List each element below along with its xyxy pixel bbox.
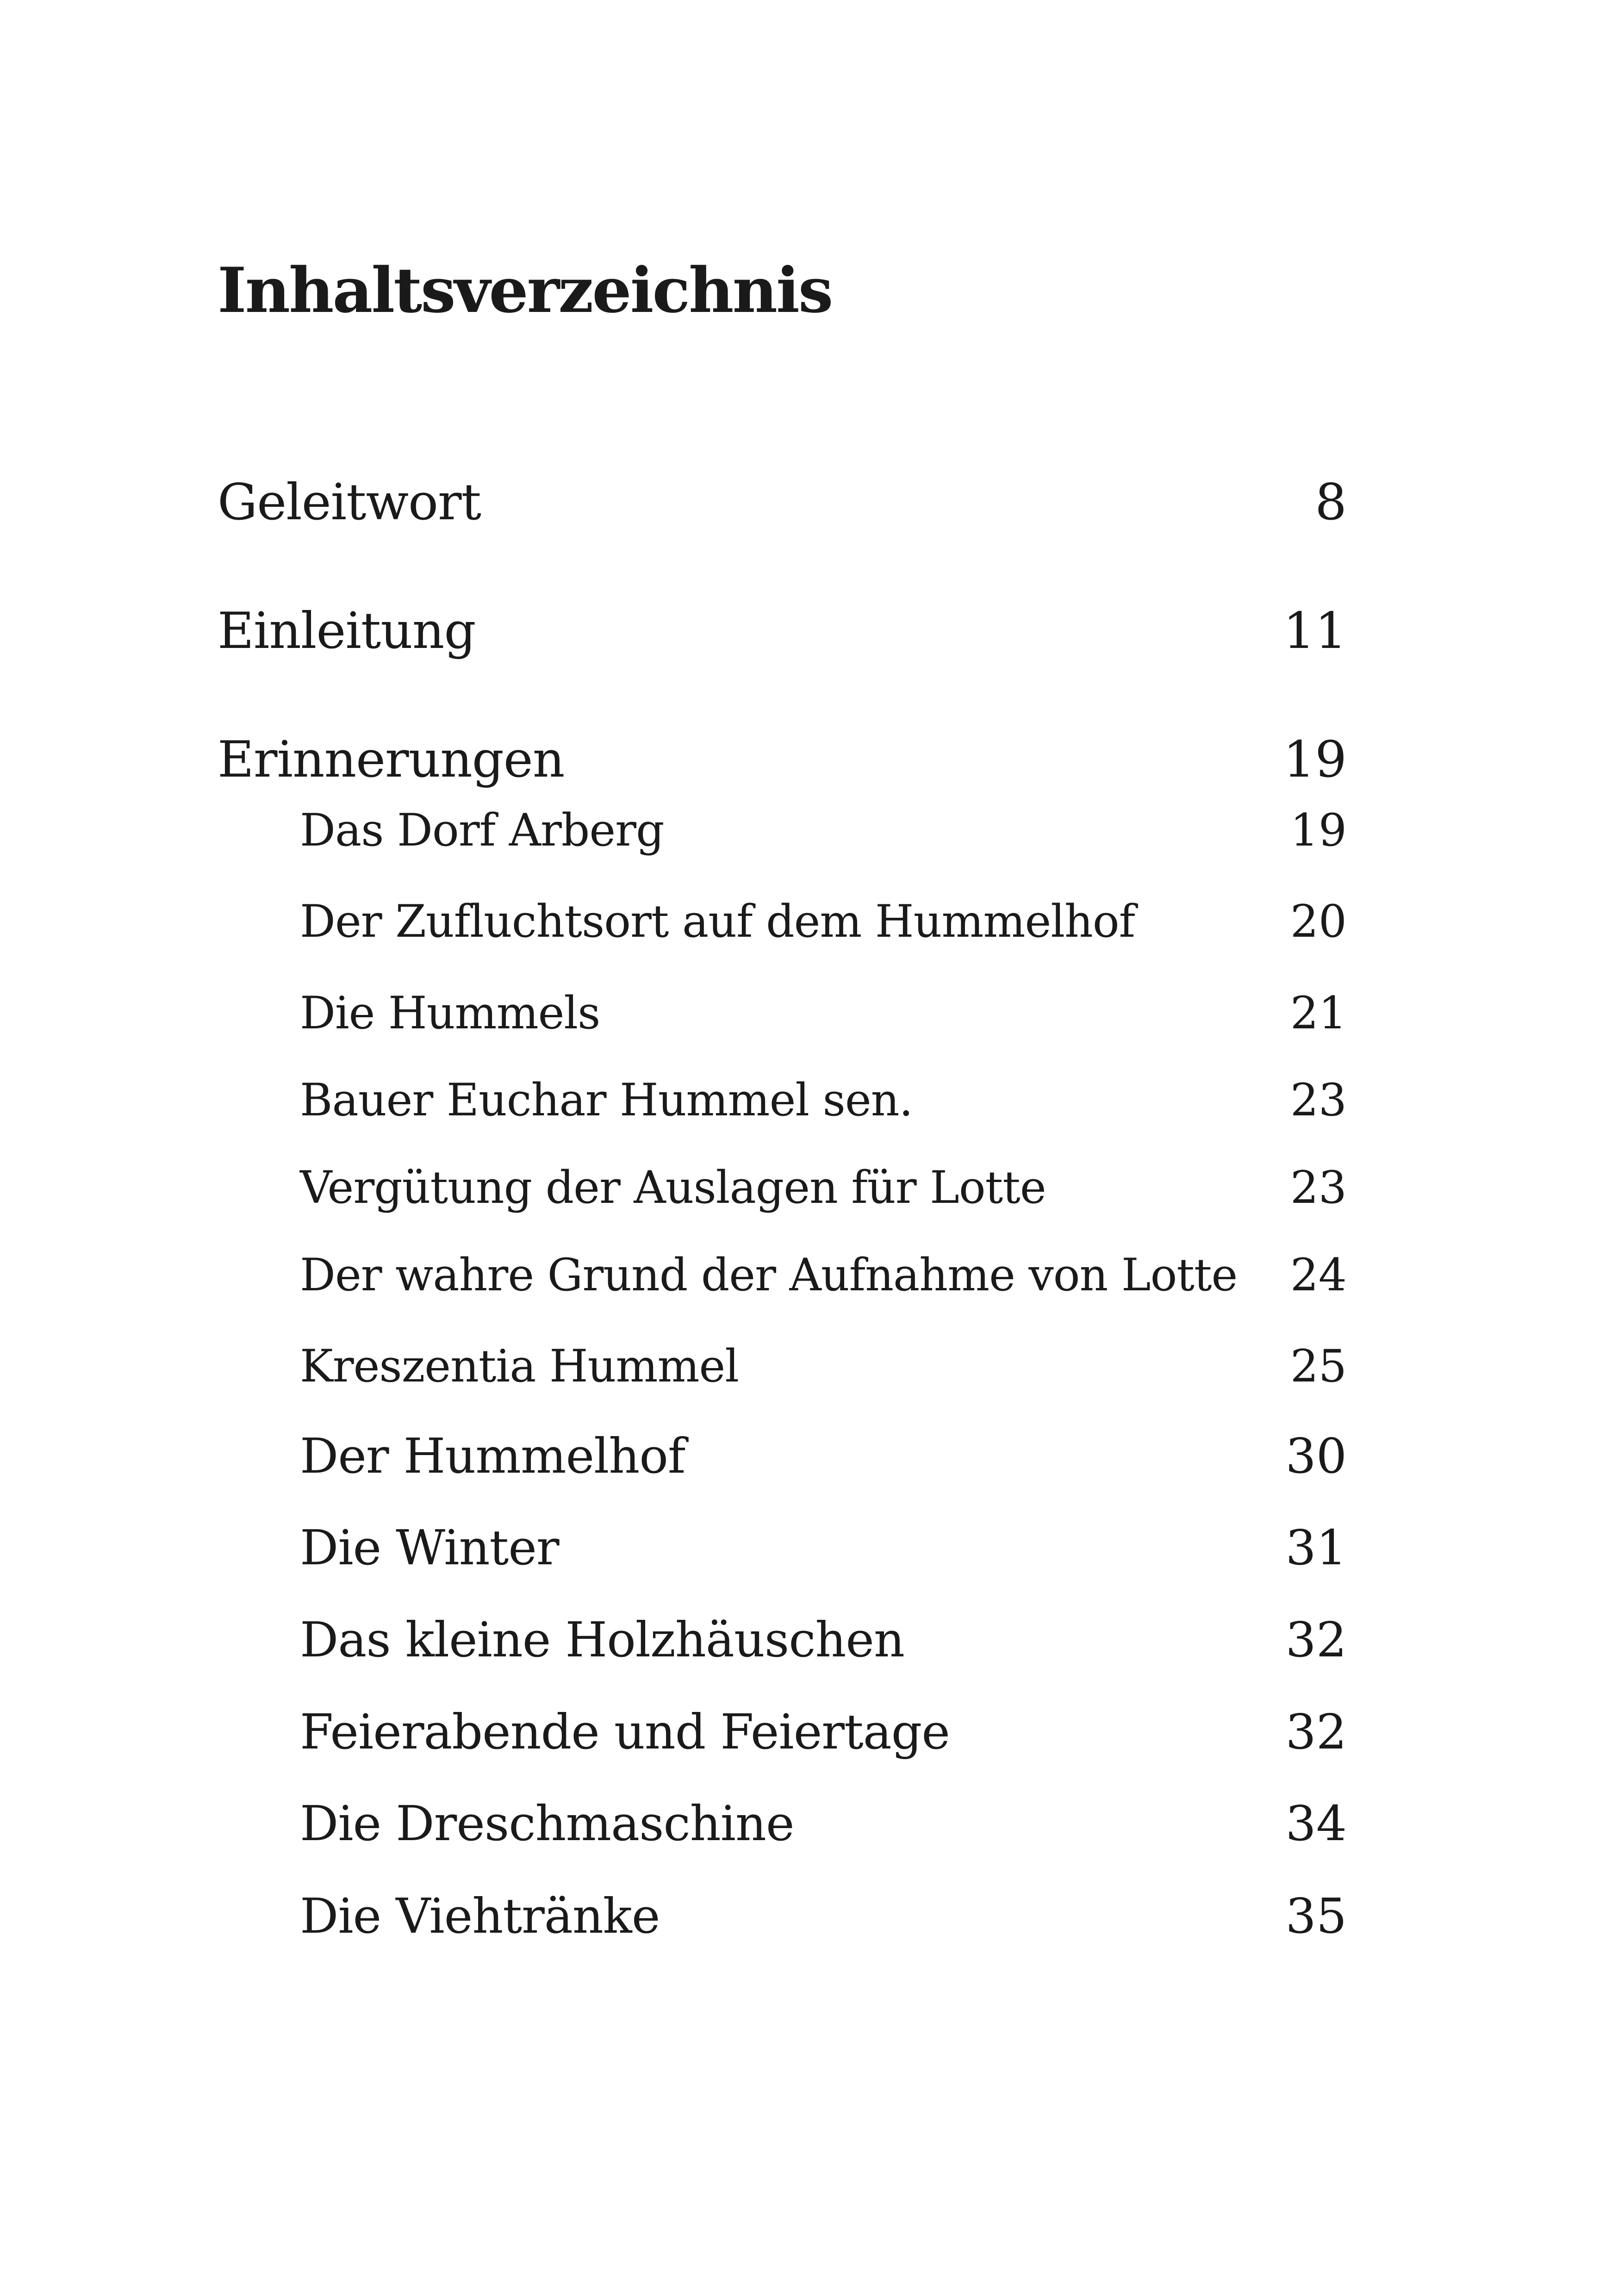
toc-entry-page: 34	[1285, 1795, 1347, 1852]
toc-entry-label: Einleitung	[218, 602, 476, 660]
toc-entry-page: 19	[1290, 804, 1347, 856]
toc-subentry	[300, 1067, 1347, 1126]
toc-entry-einleitung	[218, 601, 1347, 660]
toc-subentry	[300, 1792, 1347, 1852]
toc-entry-page: 31	[1285, 1519, 1347, 1576]
toc-entry-label: Die Viehtränke	[300, 1888, 660, 1944]
toc-entry-label: Geleitwort	[218, 473, 481, 531]
toc-entry-label: Die Dreschmaschine	[300, 1795, 794, 1852]
toc-subentry	[300, 1608, 1347, 1668]
toc-entry-page: 30	[1285, 1428, 1347, 1484]
toc-entry-label: Erinnerungen	[218, 731, 565, 789]
toc-entry-page: 25	[1290, 1340, 1347, 1392]
toc-entry-page: 35	[1285, 1888, 1347, 1944]
toc-entry-label: Der wahre Grund der Aufnahme von Lotte	[300, 1249, 1238, 1301]
toc-subentry	[300, 1242, 1347, 1301]
toc-subentry	[300, 1516, 1347, 1576]
toc-entry-label: Das kleine Holzhäuschen	[300, 1612, 904, 1668]
page-title: Inhaltsverzeichnis	[218, 254, 832, 327]
toc-entry-erinnerungen	[218, 729, 1347, 789]
toc-entry-geleitwort	[218, 472, 1347, 531]
toc-entry-label: Vergütung der Auslagen für Lotte	[300, 1162, 1046, 1213]
toc-subentry	[300, 1333, 1347, 1392]
toc-entry-label: Bauer Euchar Hummel sen.	[300, 1074, 913, 1126]
toc-entry-label: Kreszentia Hummel	[300, 1340, 739, 1392]
toc-subentry	[300, 980, 1347, 1039]
toc-entry-label: Die Winter	[300, 1519, 559, 1576]
toc-entry-page: 32	[1285, 1612, 1347, 1668]
toc-entry-label: Der Hummelhof	[300, 1428, 685, 1484]
toc-entry-page: 11	[1283, 602, 1347, 660]
toc-entry-page: 32	[1285, 1704, 1347, 1760]
toc-entry-page: 23	[1290, 1162, 1347, 1213]
toc-subentry	[300, 797, 1347, 856]
toc-subentry	[300, 1154, 1347, 1213]
toc-entry-label: Feierabende und Feiertage	[300, 1704, 950, 1760]
toc-entry-page: 8	[1315, 473, 1347, 531]
toc-entry-page: 20	[1290, 896, 1347, 947]
toc-subentry	[300, 1885, 1347, 1944]
toc-entry-page: 21	[1290, 987, 1347, 1039]
toc-subentry	[300, 1700, 1347, 1760]
toc-entry-label: Der Zufluchtsort auf dem Hummelhof	[300, 896, 1135, 947]
toc-subentry	[300, 1425, 1347, 1484]
toc-entry-page: 19	[1283, 731, 1347, 789]
toc-entry-label: Das Dorf Arberg	[300, 804, 664, 856]
toc-entry-page: 23	[1290, 1074, 1347, 1126]
toc-entry-label: Die Hummels	[300, 987, 600, 1039]
toc-subentry	[300, 888, 1347, 947]
toc-entry-page: 24	[1290, 1249, 1347, 1301]
